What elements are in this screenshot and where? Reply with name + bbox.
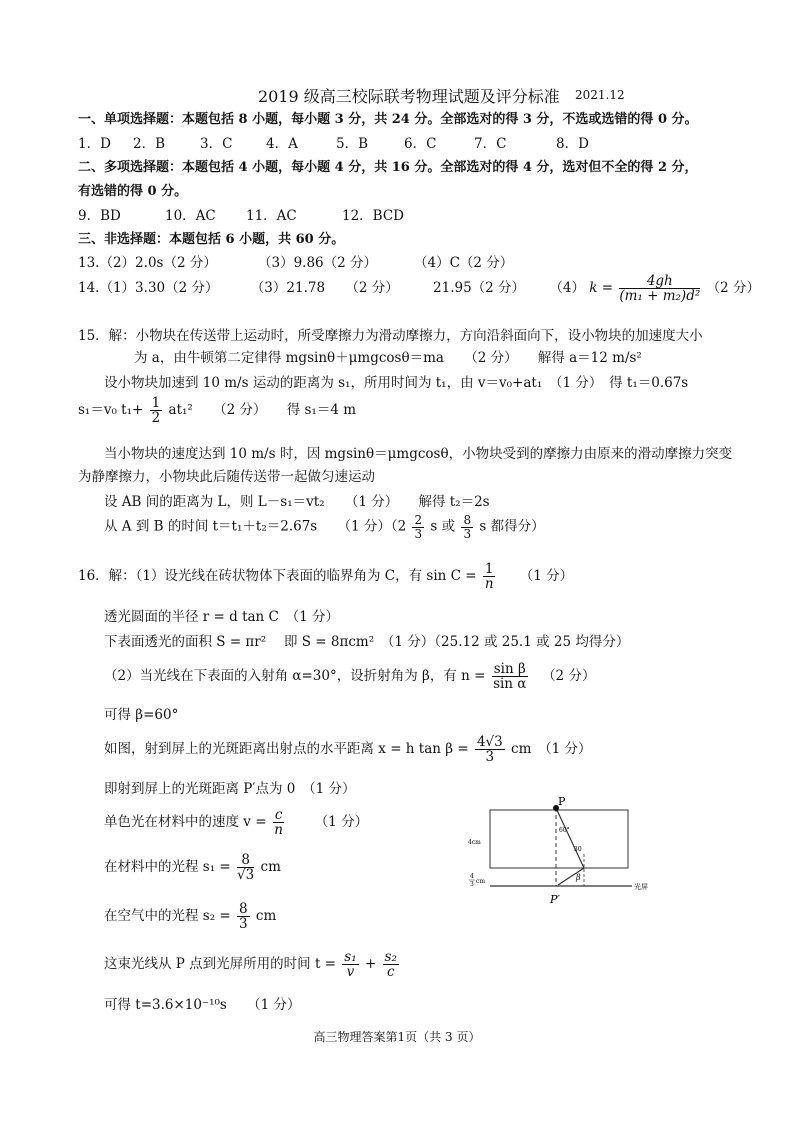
q14-part4: （4）: [549, 280, 585, 297]
q15-s1-result: at₁² （2 分） 得 s₁＝4 m: [168, 402, 357, 419]
answer-3: 3．C: [200, 136, 233, 152]
q16-f11b-num: s₂: [384, 949, 397, 965]
q16-score-1: （1 分）: [519, 568, 574, 585]
q14-part3c: 21.95（2 分）: [433, 280, 526, 297]
q16-line-2: 透光圆面的半径 r = d tan C （1 分）: [104, 609, 339, 625]
q13-part2: 13.（2）2.0s（2 分）: [78, 255, 217, 271]
label-screen: 光屏: [634, 883, 648, 891]
q15-line-2: 为 a，由牛顿第二定律得 mgsinθ＋μmgcosθ＝ma （2 分） 解得 a＝12 m/s²: [134, 350, 642, 366]
answer-1: 1．D: [78, 136, 111, 152]
ray-in-material: [556, 808, 584, 868]
q13-part4: （4）C（2 分）: [414, 255, 514, 271]
answer-6: 6．C: [404, 136, 437, 152]
q16-unit-9: cm: [260, 859, 281, 876]
q15-line-5: 当小物块的速度达到 10 m/s 时，因 mgsinθ＝μmgcosθ，小物块受到的摩擦力由原来的滑动摩擦力突变: [104, 446, 733, 462]
q14-k: k =: [589, 280, 614, 297]
section-2-heading: 二、多项选择题：本题包括 4 小题，每小题 4 分，共 16 分。全部选对的得 4 分，选对但不全的得 2 分，: [78, 160, 698, 175]
q16-line-1: [78, 562, 573, 591]
q15-frac2-den: 3: [463, 526, 472, 541]
label-p-prime: P′: [550, 893, 560, 906]
section-1-heading: 一、单项选择题：本题包括 8 小题，每小题 3 分，共 24 分。全部选对的得 3 分，不选或选错的得 0 分。: [78, 112, 698, 127]
q15-note: s 都得分）: [479, 518, 545, 535]
q16-f4-den: sin α: [493, 676, 527, 693]
q16-critical-angle: 16．解：（1）设光线在砖状物体下表面的临界角为 C，有 sin C =: [78, 568, 477, 585]
q15-line-1: 15．解：小物块在传送带上运动时，所受摩擦力为滑动摩擦力，方向沿斜面向下，设小物块的加速度大小: [78, 328, 703, 344]
q15-line-6: 为静摩擦力，小物块此后随传送带一起做匀速运动: [78, 469, 375, 485]
answer-9: 9．BD: [78, 208, 121, 224]
q16-f6-num: 4√3: [476, 734, 503, 750]
q16-score-8: （1 分）: [314, 814, 369, 831]
q16-line-12: 可得 t=3.6×10⁻¹⁰s （1 分）: [104, 997, 301, 1013]
angle-beta: β: [576, 873, 581, 882]
q14-line: [78, 274, 760, 303]
q16-frac-c-n: [273, 808, 285, 837]
q16-frac-4root3: [475, 735, 505, 764]
q15-frac-2-3: [412, 514, 424, 540]
q16-f9-num: 8: [237, 853, 254, 868]
q16-refraction: （2）当光线在下表面的入射角 α=30°，设折射角为 β，有 n =: [104, 668, 486, 685]
q16-speed: 单色光在材料中的速度 v =: [104, 814, 267, 831]
q16-frac-s2-c: [383, 950, 399, 979]
angle-30: 30: [574, 846, 582, 853]
brick-outline: [490, 810, 628, 868]
q16-f1-num: 1: [484, 561, 494, 577]
q16-line-10: [104, 902, 276, 931]
q15-total-time: 从 A 到 B 的时间 t＝t₁＋t₂＝2.67s （1 分）（2: [104, 518, 407, 535]
q16-f11b-den: c: [386, 964, 395, 981]
q16-unit-10: cm: [255, 908, 277, 925]
q15-half-fraction: [150, 396, 163, 425]
label-4cm: 4cm: [468, 839, 481, 846]
q14-score: （2 分）: [706, 280, 760, 297]
answer-2: 2．B: [133, 136, 166, 152]
answer-8: 8．D: [556, 136, 589, 152]
page-title: 2019 级高三校际联考物理试题及评分标准: [258, 87, 560, 106]
q16-line-4: [104, 662, 595, 691]
light-path-figure: [462, 796, 672, 906]
section-3-heading: 三、非选择题：本题包括 6 小题，共 60 分。: [78, 232, 345, 247]
q16-line-3: 下表面透光的面积 S = πr² 即 S = 8πcm² （1 分）（25.12 或 25.1 或 25 均得分）: [104, 634, 630, 650]
q14-part3b: （2 分）: [345, 280, 399, 297]
label-4-3-num: 4: [470, 873, 474, 880]
q16-frac-s1-v: [342, 950, 358, 979]
q14-denominator: (m₁ + m₂)d²: [619, 288, 701, 305]
q15-frac1-num: 2: [414, 513, 423, 527]
q16-line-6: [104, 735, 592, 764]
answer-7: 7．C: [474, 136, 507, 152]
q16-f8-num: c: [274, 807, 283, 823]
q14-formula: [619, 274, 700, 303]
q16-f4-num: sin β: [493, 661, 526, 677]
q16-frac-sin: [492, 662, 528, 691]
q14-numerator: 4gh: [619, 274, 700, 289]
q13-part3: （3）9.86（2 分）: [258, 255, 378, 271]
answer-10: 10．AC: [165, 208, 216, 224]
label-p: P: [558, 796, 566, 808]
q15-frac2-num: 8: [463, 513, 472, 527]
q16-line-5: 可得 β=60°: [104, 707, 179, 723]
q16-line-11: [104, 950, 401, 979]
q16-f11a-num: s₁: [344, 949, 357, 965]
q16-score-4: （2 分）: [542, 668, 596, 685]
q15-line-8: [104, 514, 545, 540]
q16-path-material: 在材料中的光程 s₁ =: [104, 859, 231, 876]
page-footer: 高三物理答案第1页（共 3 页）: [313, 1030, 481, 1044]
q16-frac-8-root3: [237, 853, 254, 882]
label-4-3-den: 3: [470, 881, 474, 888]
q15-half-den: 2: [151, 410, 161, 427]
q15-or: s 或: [430, 518, 456, 535]
q15-line-4: [78, 396, 356, 425]
q16-f8-den: n: [274, 822, 283, 839]
q16-f1-den: n: [484, 576, 494, 593]
q15-half-num: 1: [151, 395, 161, 411]
label-4-3-unit: cm: [476, 878, 486, 885]
section-2-heading-cont: 有选错的得 0 分。: [78, 184, 188, 199]
q16-f10-num: 8: [239, 901, 248, 917]
q16-score-6: cm （1 分）: [511, 741, 592, 758]
q15-frac1-den: 3: [414, 526, 423, 541]
q15-frac-8-3: [461, 514, 473, 540]
q16-frac-1-n: [483, 562, 496, 591]
q16-f11a-den: v: [346, 964, 355, 981]
q16-line-9: [104, 853, 281, 882]
q15-line-3: 设小物块加速到 10 m/s 运动的距离为 s₁，所用时间为 t₁，由 v＝v₀+at₁ （1 分） 得 t₁＝0.67s: [104, 375, 689, 391]
answer-4: 4．A: [266, 136, 298, 152]
q16-f9-den: √3: [237, 867, 255, 884]
q16-f10-den: 3: [239, 916, 248, 933]
q15-s1-expr: s₁＝v₀ t₁+: [78, 402, 144, 419]
q16-time-expr: 这束光线从 P 点到光屏所用的时间 t =: [104, 956, 336, 973]
q16-line-8: [104, 808, 368, 837]
q15-line-7: 设 AB 间的距离为 L，则 L－s₁＝vt₂ （1 分） 解得 t₂＝2s: [104, 494, 490, 510]
answer-5: 5．B: [336, 136, 369, 152]
q16-distance: 如图，射到屏上的光斑距离出射点的水平距离 x = h tan β =: [104, 741, 469, 758]
q16-line-7: 即射到屏上的光斑距离 P′点为 0 （1 分）: [104, 781, 356, 797]
answer-12: 12．BCD: [342, 208, 405, 224]
q16-f6-den: 3: [485, 749, 495, 766]
q16-plus: +: [364, 956, 377, 973]
q14-part1: 14.（1）3.30（2 分）: [78, 280, 219, 297]
q16-frac-8-3: [237, 902, 250, 931]
answer-11: 11．AC: [246, 208, 297, 224]
exam-date: 2021.12: [575, 88, 625, 102]
q14-part3a: （3）21.78: [250, 280, 326, 297]
angle-60: 60°: [559, 827, 570, 834]
q16-path-air: 在空气中的光程 s₂ =: [104, 908, 231, 925]
